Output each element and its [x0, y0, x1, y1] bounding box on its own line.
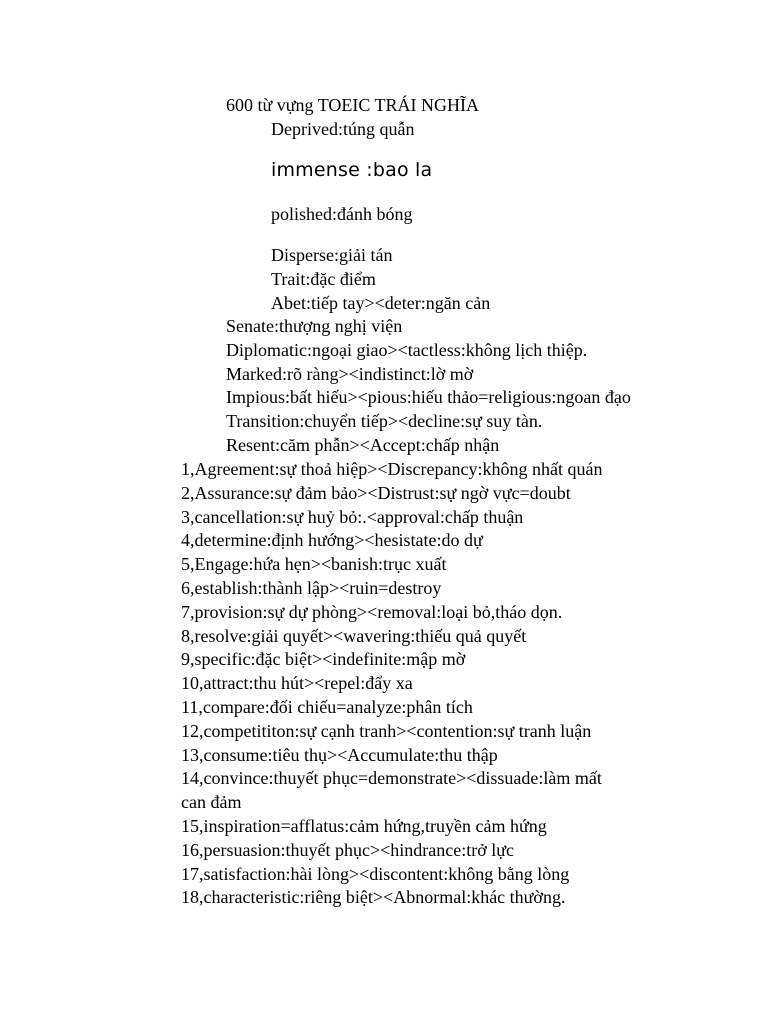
- vocab-line-trait: Trait:đặc điểm: [271, 269, 376, 289]
- list-item: 5,Engage:hứa hẹn><banish:trục xuất: [181, 554, 447, 575]
- list-item: 15,inspiration=afflatus:cảm hứng,truyền cảm hứng: [181, 815, 547, 836]
- list-item: 11,compare:đối chiếu=analyze:phân tích: [181, 696, 473, 717]
- vocab-line-impious: Impious:bất hiếu><pious:hiếu thảo=religious:ngoan đạo: [226, 387, 631, 408]
- vocab-line-transition: Transition:chuyển tiếp><decline:sự suy tàn.: [226, 411, 543, 432]
- numbered-vocab-list: [181, 458, 602, 910]
- list-item: 17,satisfaction:hài lòng><discontent:không bằng lòng: [181, 863, 570, 884]
- vocab-line-immense: immense :bao la: [271, 159, 433, 181]
- vocab-line-polished: polished:đánh bóng: [271, 204, 413, 224]
- vocab-line-marked: Marked:rõ ràng><indistinct:lờ mờ: [226, 363, 474, 384]
- vocab-line-disperse: Disperse:giải tán: [271, 245, 393, 265]
- list-item: 12,competititon:sự cạnh tranh><contention:sự tranh luận: [181, 720, 592, 741]
- list-item-continuation: can đảm: [181, 792, 242, 813]
- list-item: 3,cancellation:sự huỷ bỏ:.<approval:chấp thuận: [181, 506, 524, 527]
- list-item: 9,specific:đặc biệt><indefinite:mập mờ: [181, 649, 466, 670]
- list-item: 10,attract:thu hút><repel:đẩy xa: [181, 673, 413, 694]
- list-item: 14,convince:thuyết phục=demonstrate><dissuade:làm mất: [181, 768, 602, 789]
- list-item: 1,Agreement:sự thoả hiệp><Discrepancy:không nhất quán: [181, 459, 603, 479]
- list-item: 4,determine:định hướng><hesistate:do dự: [181, 530, 483, 551]
- vocab-line-deprived: Deprived:túng quẫn: [271, 119, 415, 139]
- list-item: 7,provision:sự dự phòng><removal:loại bỏ,tháo dọn.: [181, 601, 563, 622]
- vocab-line-abet: Abet:tiếp tay><deter:ngăn cản: [271, 293, 491, 313]
- list-item: 2,Assurance:sự đảm bảo><Distrust:sự ngờ vực=doubt: [181, 482, 571, 503]
- vocab-line-resent: Resent:căm phẫn><Accept:chấp nhận: [226, 434, 500, 455]
- vocab-line-senate: Senate:thượng nghị viện: [226, 316, 403, 336]
- vocab-line-diplomatic: Diplomatic:ngoại giao><tactless:không lịch thiệp.: [226, 339, 588, 360]
- list-item: 6,establish:thành lập><ruin=destroy: [181, 577, 442, 598]
- list-item: 18,characteristic:riêng biệt><Abnormal:khác thường.: [181, 887, 566, 908]
- list-item: 13,consume:tiêu thụ><Accumulate:thu thập: [181, 744, 498, 765]
- list-item: 16,persuasion:thuyết phục><hindrance:trở lực: [181, 839, 514, 860]
- list-item: 8,resolve:giải quyết><wavering:thiếu quả quyết: [181, 625, 527, 646]
- document-title: 600 từ vựng TOEIC TRÁI NGHĨA: [226, 95, 480, 115]
- vocab-block-mid: [226, 315, 631, 458]
